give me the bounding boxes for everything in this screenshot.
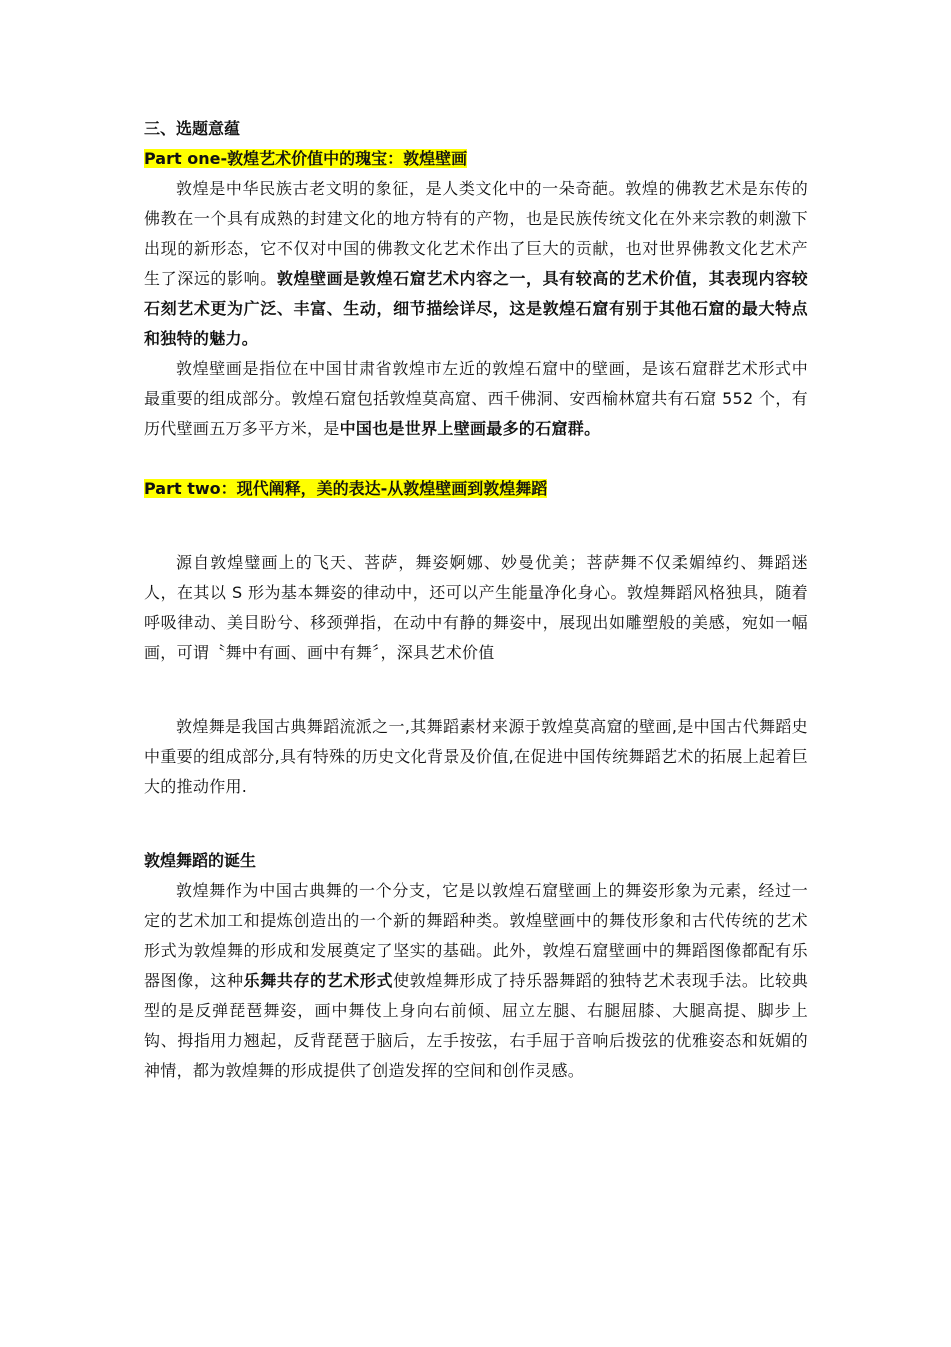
paragraph-text-end: 使敦煌舞形成了持乐器舞蹈的独特艺术表现手法。比较典型的是反弹琵琶舞姿，画中舞伎上身向右前倾、屈立左腿、右腿屈膝、大腿高提、脚步上钩、拇指用力翘起，反背琵琶于脑后，左手按弦，右手屈于音响后拨弦的优雅姿态和妩媚的神情，都为敦煌舞的形成提供了创造发挥的空间和创作灵感。 — [144, 971, 808, 1080]
part-one-paragraph-1 — [144, 174, 808, 354]
section-title: 三、选题意蕴 — [144, 119, 241, 138]
part-two-highlight: Part two：现代阐释，美的表达-从敦煌壁画到敦煌舞蹈 — [144, 479, 548, 498]
part-one-highlight: Part one-敦煌艺术价值中的瑰宝：敦煌壁画 — [144, 149, 468, 168]
paragraph-end: 。 — [584, 419, 601, 438]
spacer — [144, 444, 808, 474]
part-one-paragraph-2 — [144, 354, 808, 444]
spacer — [144, 668, 808, 712]
birth-paragraph — [144, 876, 808, 1086]
spacer — [144, 504, 808, 548]
paragraph-text: 敦煌舞作为中国古典舞的一个分支，它是以敦煌石窟壁画上的舞姿形象为元素，经过一定的艺术加工和提炼创造出的一个新的舞蹈种类。敦煌壁画中的舞伎形象和古代传统的艺术形式为敦煌舞的形成和发展奠定了坚实的基础。此外，敦煌石窟壁画中的舞蹈图像都配有乐器图像，这种 — [144, 881, 808, 990]
spacer — [144, 802, 808, 846]
paragraph-bold-text: 中国也是世界上壁画最多的石窟群 — [339, 419, 585, 438]
paragraph-text: 敦煌壁画是指位在中国甘肃省敦煌市左近的敦煌石窟中的壁画，是该石窟群艺术形式中最重要的组成部分。敦煌石窟包括敦煌莫高窟、西千佛洞、安西榆林窟共有石窟 552 个，有历代壁画五万多平方米，是 — [144, 359, 808, 438]
part-one-heading — [144, 144, 808, 174]
part-two-paragraph-2: 敦煌舞是我国古典舞蹈流派之一,其舞蹈素材来源于敦煌莫高窟的壁画,是中国古代舞蹈史中重要的组成部分,具有特殊的历史文化背景及价值,在促进中国传统舞蹈艺术的拓展上起着巨大的推动作用. — [144, 717, 808, 796]
birth-heading: 敦煌舞蹈的诞生 — [144, 851, 257, 870]
part-two-paragraph-1: 源自敦煌璧画上的飞天、菩萨，舞姿婀娜、妙曼优美；菩萨舞不仅柔媚绰约、舞蹈迷人，在其以 S 形为基本舞姿的律动中，还可以产生能量净化身心。敦煌舞蹈风格独具，随着呼吸律动、美目盼兮、移颈弹指，在动中有静的舞姿中，展现出如雕塑般的美感，宛如一幅画，可谓〝舞中有画、画中有舞〞，深具艺术价值 — [144, 553, 808, 662]
paragraph-bold-text: 乐舞共存的艺术形式 — [243, 971, 394, 990]
part-two-heading — [144, 474, 808, 504]
document-page — [144, 114, 808, 1086]
paragraph-text: 敦煌是中华民族古老文明的象征，是人类文化中的一朵奇葩。敦煌的佛教艺术是东传的佛教在一个具有成熟的封建文化的地方特有的产物，也是民族传统文化在外来宗教的刺激下出现的新形态，它不仅对中国的佛教文化艺术作出了巨大的贡献，也对世界佛教文化艺术产生了深远的影响。 — [144, 179, 808, 288]
paragraph-bold-text: 敦煌壁画是敦煌石窟艺术内容之一，具有较高的艺术价值，其表现内容较石刻艺术更为广泛、丰富、生动，细节描绘详尽，这是敦煌石窟有别于其他石窟的最大特点和独特的魅力。 — [144, 269, 808, 348]
